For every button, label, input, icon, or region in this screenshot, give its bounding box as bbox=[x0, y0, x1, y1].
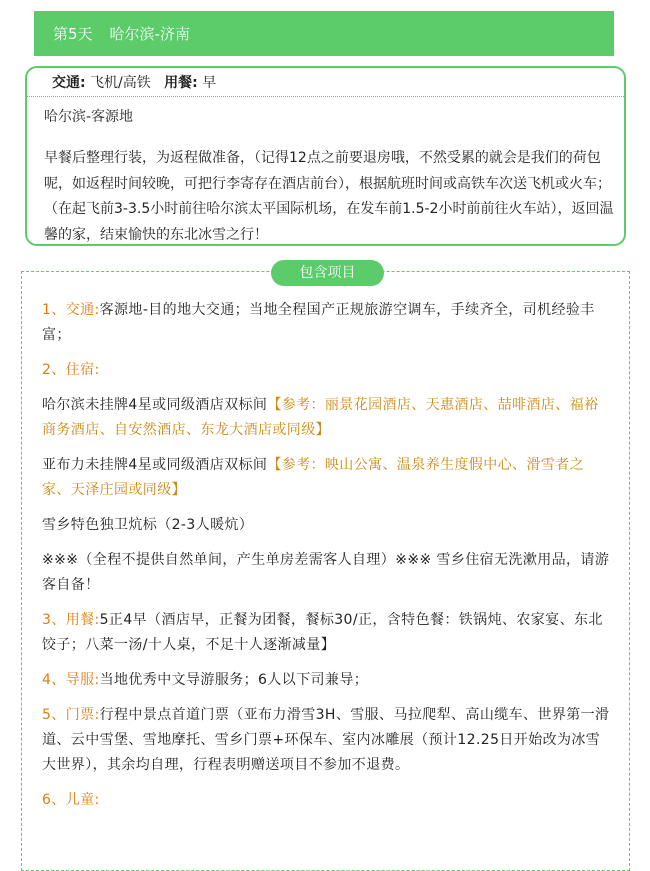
tickets-heading: 5、门票: bbox=[42, 707, 100, 723]
children-heading: 6、儿童: bbox=[42, 792, 100, 808]
lodging-yabuli-text: 亚布力未挂牌4星或同级酒店双标间 bbox=[42, 457, 268, 473]
lodging-yabuli-reference: 【参考：映山公寓、温泉养生度假中心、滑雪者之家、天泽庄园或同级】 bbox=[42, 457, 585, 498]
lodging-note: ※※※（全程不提供自然单间，产生单房差需客人自理）※※※ 雪乡住宿无洗漱用品，请游客自备！ bbox=[42, 552, 610, 593]
lodging-snow-village: 雪乡特色独卫炕标（2-3人暖炕） bbox=[42, 517, 254, 533]
tickets-item bbox=[42, 703, 610, 778]
day-route: 哈尔滨-济南 bbox=[109, 25, 190, 43]
lodging-yabuli bbox=[42, 453, 610, 503]
day-description: 早餐后整理行装，为返程做准备，（记得12点之前要退房哦，不然受累的就会是我们的荷包呢，如返程时间较晚，可把行李寄存在酒店前台），根据航班时间或高铁车次送飞机或火车；（在起飞前3-3.5小时前往哈尔滨太平国际机场，在发车前1.5-2小时前前往火车站），返回温馨的家，结束愉快的东北冰雪之行！ bbox=[44, 150, 614, 243]
route-line: 哈尔滨-客源地 bbox=[44, 109, 134, 125]
guide-item bbox=[42, 668, 610, 693]
meal-label: 用餐: bbox=[164, 75, 198, 91]
lodging-heading: 2、住宿: bbox=[42, 362, 100, 378]
day-detail-box bbox=[25, 66, 626, 246]
included-items-content bbox=[42, 298, 610, 823]
transport-label: 交通: bbox=[52, 75, 86, 91]
guide-text: 当地优秀中文导游服务；6人以下司兼导； bbox=[99, 672, 369, 688]
lodging-harbin bbox=[42, 393, 610, 443]
transport-meal-line bbox=[52, 72, 216, 92]
meal-value: 早 bbox=[202, 75, 217, 91]
transport-text: 客源地-目的地大交通；当地全程国产正规旅游空调车，手续齐全，司机经验丰富； bbox=[42, 302, 595, 343]
meals-text: 5正4早（酒店早，正餐为团餐，餐标30/正，含特色餐：铁锅炖、农家宴、东北饺子；八菜一汤/十人桌，不足十人逐渐减量】 bbox=[42, 612, 603, 653]
transport-item bbox=[42, 298, 610, 348]
divider bbox=[25, 96, 626, 97]
transport-heading: 1、交通: bbox=[42, 302, 100, 318]
meals-heading: 3、用餐: bbox=[42, 612, 100, 628]
transport-value: 飞机/高铁 bbox=[90, 75, 151, 91]
tickets-text: 行程中景点首道门票（亚布力滑雪3H、雪服、马拉爬犁、高山缆车、世界第一滑道、云中雪堡、雪地摩托、雪乡门票+环保车、室内冰雕展（预计12.25日开始改为冰雪大世界），其余均自理，行程表明赠送项目不参加不退费。 bbox=[42, 707, 610, 773]
lodging-harbin-text: 哈尔滨未挂牌4星或同级酒店双标间 bbox=[42, 397, 268, 413]
included-items-tab: 包含项目 bbox=[271, 260, 384, 286]
meals-item bbox=[42, 608, 610, 658]
guide-heading: 4、导服: bbox=[42, 672, 100, 688]
day-number: 第5天 bbox=[53, 25, 93, 43]
lodging-harbin-reference: 【参考：丽景花园酒店、天惠酒店、喆啡酒店、福裕商务酒店、自安然酒店、东龙大酒店或同级】 bbox=[42, 397, 599, 438]
day-header-bar bbox=[34, 11, 614, 56]
